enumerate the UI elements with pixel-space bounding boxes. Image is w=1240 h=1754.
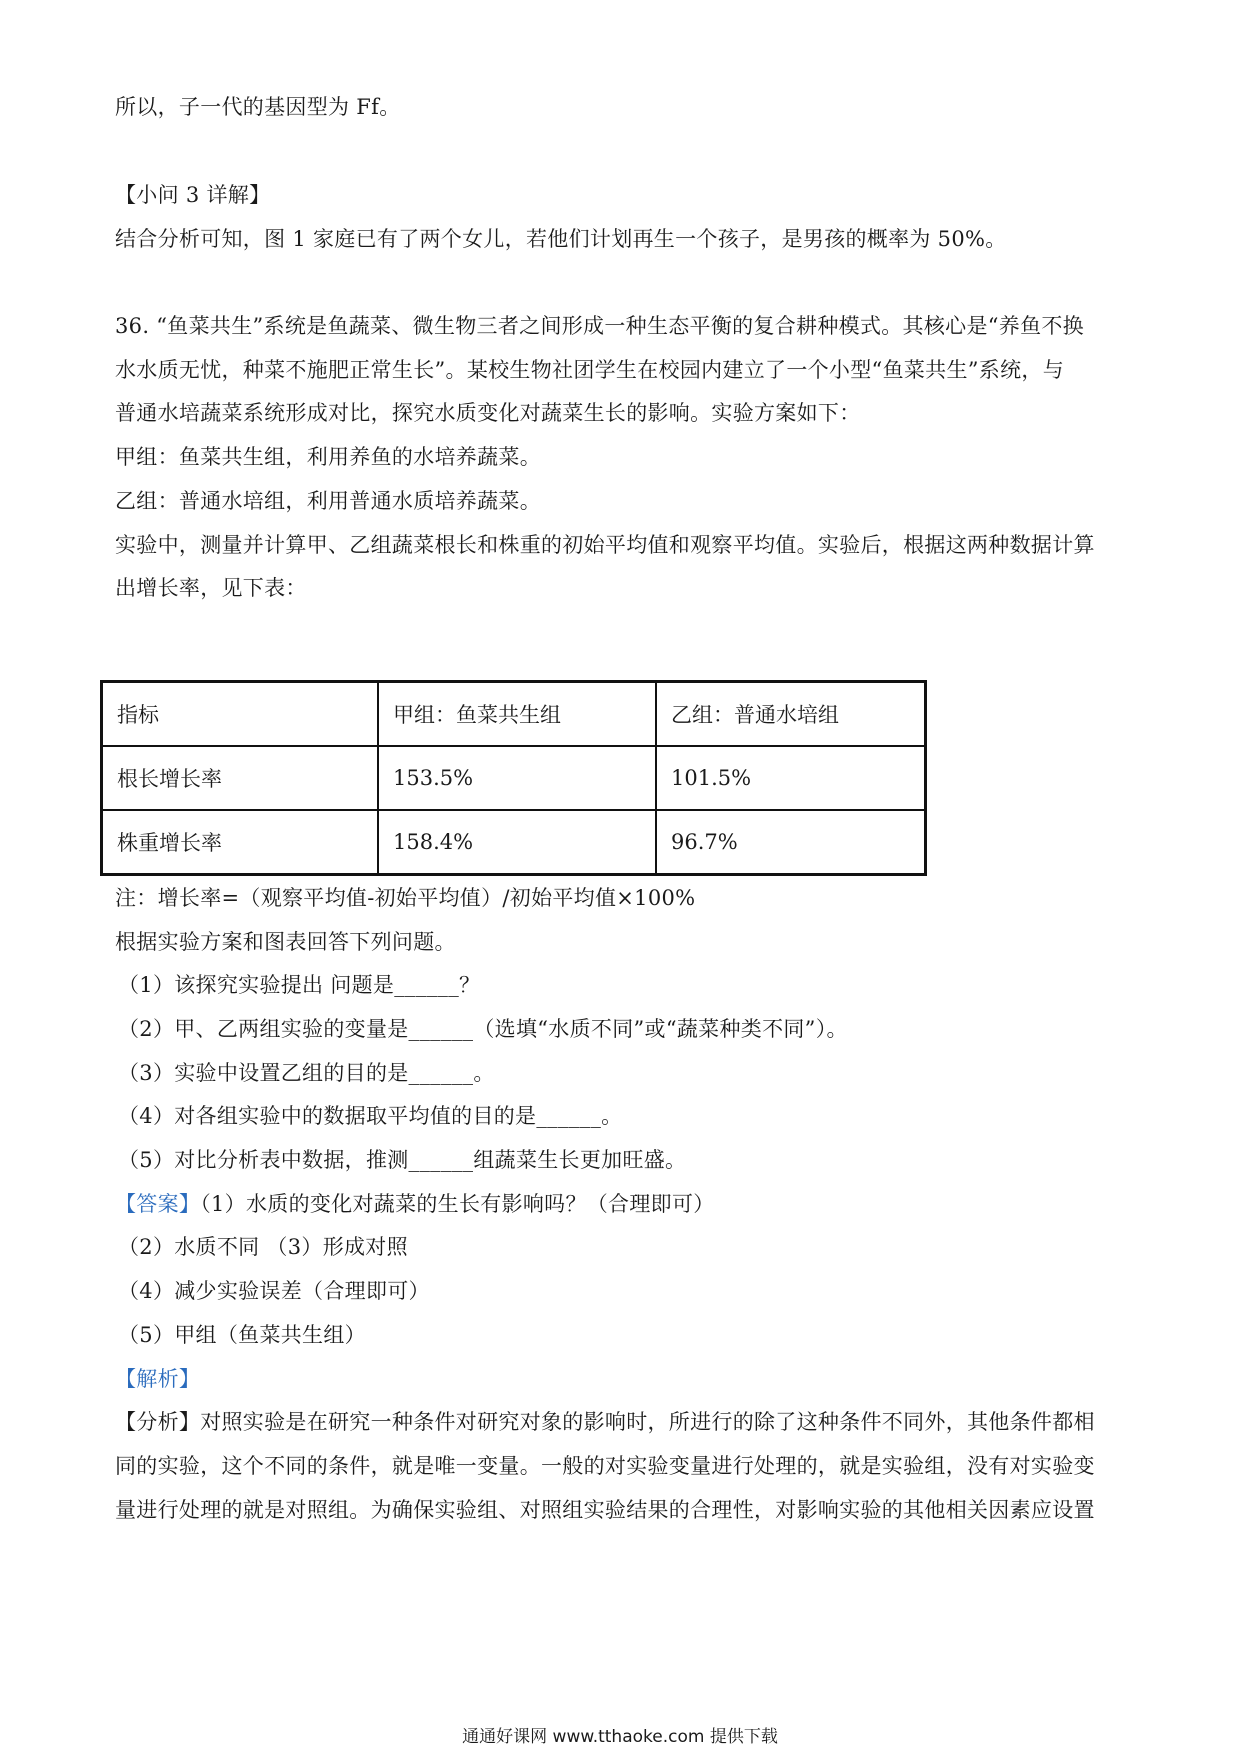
table-cell: 101.5% [656, 746, 926, 810]
answer-line: （2）水质不同 （3）形成对照 [118, 1235, 408, 1259]
question-36-line: 普通水培蔬菜系统形成对比，探究水质变化对蔬菜生长的影响。实验方案如下： [115, 401, 861, 425]
sub-question-4: （4）对各组实验中的数据取平均值的目的是______。 [118, 1104, 623, 1128]
text-line: 实验中，测量并计算甲、乙组蔬菜根长和株重的初始平均值和观察平均值。实验后，根据这两种数据计算 [115, 533, 1095, 557]
table-header-cell: 甲组：鱼菜共生组 [378, 682, 656, 747]
table-cell: 株重增长率 [102, 810, 379, 875]
answer-label: 【答案】 [115, 1192, 201, 1216]
question-36-line: 36. “鱼菜共生”系统是鱼蔬菜、微生物三者之间形成一种生态平衡的复合耕种模式。其核心是“养鱼不换 [115, 314, 1084, 338]
answer-text: （1）水质的变化对蔬菜的生长有影响吗？（合理即可） [200, 1192, 715, 1216]
table-note: 注：增长率=（观察平均值-初始平均值）/初始平均值×100% [115, 886, 696, 910]
analysis-line: 量进行处理的就是对照组。为确保实验组、对照组实验结果的合理性，对影响实验的其他相关因素应设置 [115, 1498, 1095, 1522]
page-footer: 通通好课网 www.tthaoke.com 提供下载 [462, 1727, 778, 1747]
section-heading: 【小问 3 详解】 [115, 183, 271, 207]
sub-question-2: （2）甲、乙两组实验的变量是______（选填“水质不同”或“蔬菜种类不同”）。 [118, 1017, 848, 1041]
text-line: 结合分析可知，图 1 家庭已有了两个女儿，若他们计划再生一个孩子，是男孩的概率为 50%。 [115, 227, 1007, 251]
table-header-cell: 乙组：普通水培组 [656, 682, 926, 747]
answer-line: （4）减少实验误差（合理即可） [118, 1279, 430, 1303]
answer-line: （5）甲组（鱼菜共生组） [118, 1323, 366, 1347]
text-line: 所以，子一代的基因型为 Ff。 [115, 95, 401, 119]
text-line: 出增长率，见下表： [115, 576, 307, 600]
analysis-line: 【分析】对照实验是在研究一种条件对研究对象的影响时，所进行的除了这种条件不同外，其他条件都相 [115, 1410, 1095, 1434]
table-cell: 根长增长率 [102, 746, 379, 810]
table-header-row [102, 682, 926, 747]
group-a-description: 甲组：鱼菜共生组，利用养鱼的水培养蔬菜。 [115, 445, 541, 469]
sub-question-1: （1）该探究实验提出 问题是______？ [118, 973, 481, 997]
table-cell: 153.5% [378, 746, 656, 810]
table-row [102, 746, 926, 810]
growth-rate-table [100, 680, 927, 876]
table-cell: 158.4% [378, 810, 656, 875]
question-36-line: 水水质无忧，种菜不施肥正常生长”。某校生物社团学生在校园内建立了一个小型“鱼菜共生”系统，与 [115, 358, 1065, 382]
table-row [102, 810, 926, 875]
sub-question-3: （3）实验中设置乙组的目的是______。 [118, 1061, 495, 1085]
table-cell: 96.7% [656, 810, 926, 875]
group-b-description: 乙组：普通水培组，利用普通水质培养蔬菜。 [115, 489, 541, 513]
sub-question-5: （5）对比分析表中数据，推测______组蔬菜生长更加旺盛。 [118, 1148, 687, 1172]
analysis-line: 同的实验，这个不同的条件，就是唯一变量。一般的对实验变量进行处理的，就是实验组，没有对实验变 [115, 1454, 1095, 1478]
table-header-cell: 指标 [102, 682, 379, 747]
answer-line [115, 1189, 1135, 1219]
analysis-label: 【解析】 [115, 1367, 201, 1391]
text-line: 根据实验方案和图表回答下列问题。 [115, 930, 456, 954]
